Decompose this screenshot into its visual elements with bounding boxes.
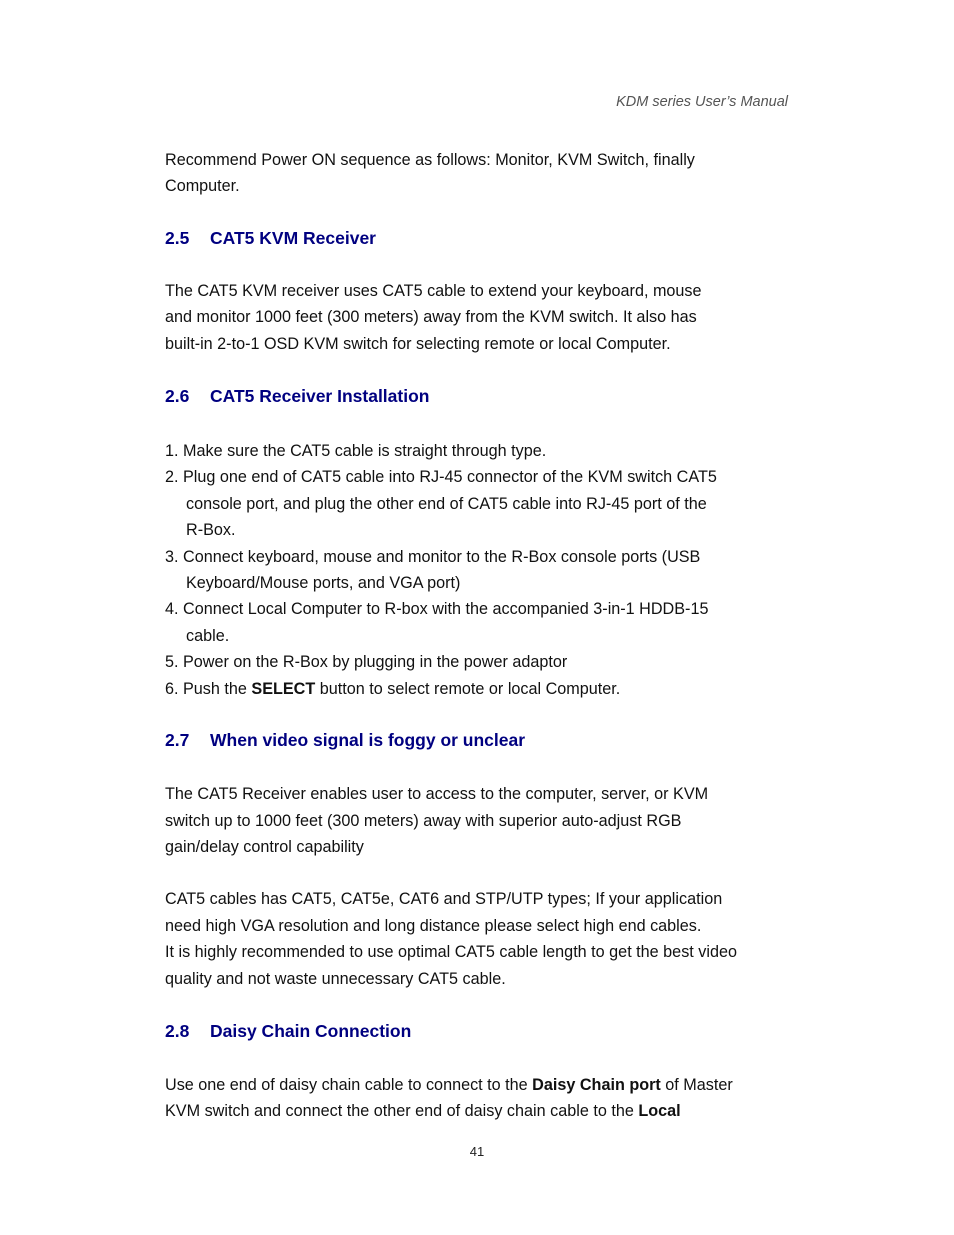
step-text: console port, and plug the other end of CAT5 cable into RJ-45 port of the: [186, 494, 707, 513]
heading-2-5: [165, 225, 805, 251]
step-6: [165, 676, 805, 702]
paragraph-line: and monitor 1000 feet (300 meters) away from the KVM switch. It also has: [165, 308, 697, 327]
paragraph-2-7a: [165, 781, 805, 860]
step-text: 2. Plug one end of CAT5 cable into RJ-45 connector of the KVM switch CAT5: [165, 468, 717, 487]
section-number: 2.6: [165, 386, 190, 407]
paragraph-line: gain/delay control capability: [165, 837, 364, 856]
paragraph-line: The CAT5 KVM receiver uses CAT5 cable to extend your keyboard, mouse: [165, 281, 702, 300]
heading-2-6: [165, 383, 805, 409]
section-title: CAT5 Receiver Installation: [210, 386, 430, 407]
installation-steps: [165, 438, 805, 702]
step-text: 6. Push the: [165, 679, 252, 698]
running-header: KDM series User’s Manual: [616, 94, 788, 110]
paragraph-line: built-in 2-to-1 OSD KVM switch for selecting remote or local Computer.: [165, 334, 671, 353]
step-text: Keyboard/Mouse ports, and VGA port): [186, 574, 461, 593]
section-title: When video signal is foggy or unclear: [210, 730, 526, 751]
paragraph-line: The CAT5 Receiver enables user to access to the computer, server, or KVM: [165, 785, 709, 804]
step-1: [165, 438, 805, 464]
text-run: Use one end of daisy chain cable to connect to the: [165, 1075, 533, 1094]
section-title: CAT5 KVM Receiver: [210, 227, 376, 248]
heading-2-8: [165, 1018, 805, 1044]
paragraph-line: quality and not waste unnecessary CAT5 cable.: [165, 969, 506, 988]
step-2-continued: [165, 491, 805, 517]
section-number: 2.8: [165, 1020, 190, 1041]
step-text: 4. Connect Local Computer to R-box with the accompanied 3-in-1 HDDB-15: [165, 600, 709, 619]
paragraph-line: It is highly recommended to use optimal CAT5 cable length to get the best video: [165, 943, 737, 962]
select-button-label: SELECT: [251, 679, 316, 698]
section-number: 2.7: [165, 730, 190, 751]
intro-line: Computer.: [165, 177, 240, 196]
step-3: [165, 544, 805, 570]
paragraph-2-8: [165, 1072, 805, 1125]
paragraph-line: [165, 1098, 805, 1124]
step-text: button to select remote or local Computer.: [315, 679, 621, 698]
paragraph-line: CAT5 cables has CAT5, CAT5e, CAT6 and STP/UTP types; If your application: [165, 890, 723, 909]
page-number: 41: [469, 1144, 485, 1159]
step-2: [165, 464, 805, 490]
intro-line: Recommend Power ON sequence as follows: Monitor, KVM Switch, finally: [165, 151, 695, 169]
paragraph-2-7b: [165, 886, 805, 992]
step-text: 1. Make sure the CAT5 cable is straight through type.: [165, 442, 547, 461]
paragraph-2-5: [165, 278, 805, 357]
step-4: [165, 596, 805, 622]
paragraph-line: need high VGA resolution and long distance please select high end cables.: [165, 916, 702, 935]
step-4-continued: [165, 623, 805, 649]
step-text: R-Box.: [186, 521, 236, 540]
text-run: of Master: [660, 1075, 733, 1094]
paragraph-line: [165, 1072, 805, 1098]
step-3-continued: [165, 570, 805, 596]
step-text: 5. Power on the R-Box by plugging in the power adaptor: [165, 653, 568, 672]
section-title: Daisy Chain Connection: [210, 1020, 412, 1041]
step-2-continued: [165, 517, 805, 543]
daisy-chain-port-label: Daisy Chain port: [532, 1075, 661, 1094]
section-number: 2.5: [165, 227, 190, 248]
step-text: 3. Connect keyboard, mouse and monitor to the R-Box console ports (USB: [165, 547, 701, 566]
paragraph-line: switch up to 1000 feet (300 meters) away with superior auto-adjust RGB: [165, 811, 682, 830]
page-body: [165, 147, 805, 1125]
heading-2-7: [165, 727, 805, 753]
step-5: [165, 649, 805, 675]
local-label: Local: [638, 1102, 681, 1121]
step-text: cable.: [186, 626, 230, 645]
text-run: KVM switch and connect the other end of daisy chain cable to the: [165, 1102, 639, 1121]
